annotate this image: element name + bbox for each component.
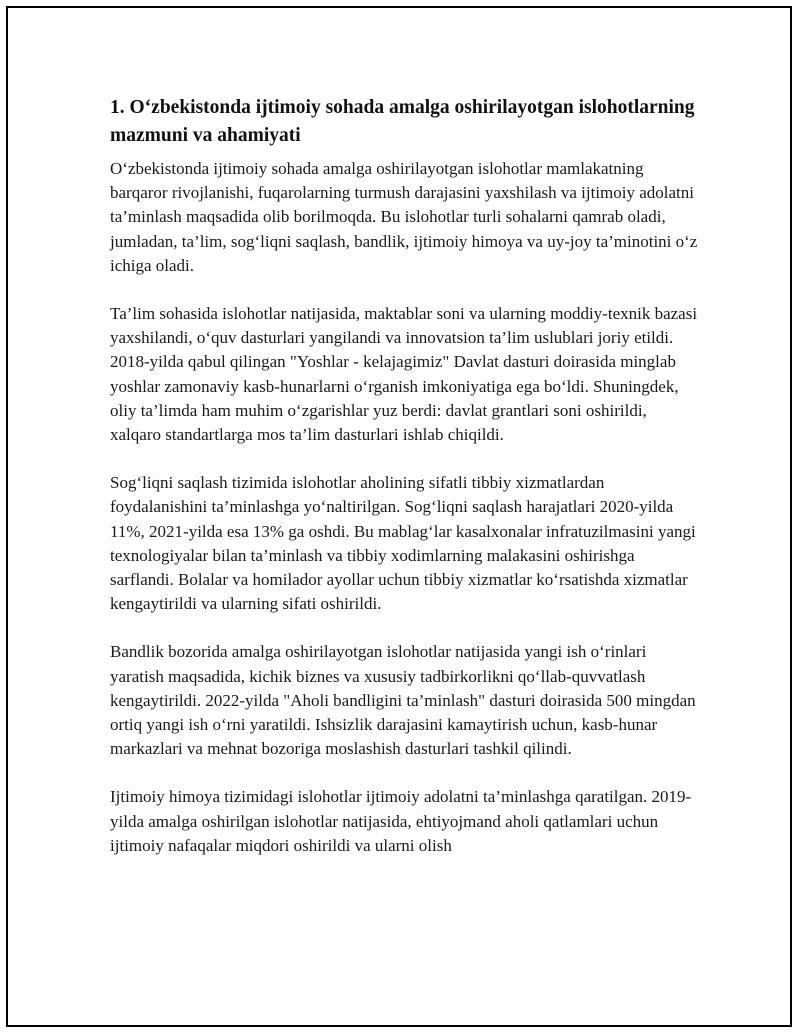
- paragraph-healthcare: Sog‘liqni saqlash tizimida islohotlar aholining sifatli tibbiy xizmatlardan foydalanishini ta’minlashga yo‘naltirilgan. Sog‘liqni saqlash harajatlari 2020-yilda 11%, 2021-yilda esa 13% ga oshdi. Bu mablag‘lar kasalxonalar infratuzilmasini yangi texnologiyalar bilan ta’minlash va tibbiy xodimlarning malakasini oshirishga sarflandi. Bolalar va homilador ayollar uchun tibbiy xizmatlar ko‘rsatishda xizmatlar kengaytirildi va ularning sifati oshirildi.: [110, 473, 696, 614]
- paragraph-social-protection: Ijtimoiy himoya tizimidagi islohotlar ijtimoiy adolatni ta’minlashga qaratilgan. 2019-yilda amalga oshirilgan islohotlar natijasida, ehtiyojmand aholi qatlamlari uchun ijtimoiy nafaqalar miqdori oshirildi va ularni olish: [110, 787, 692, 855]
- section-heading: 1. O‘zbekistonda ijtimoiy sohada amalga oshirilayotgan islohotlarning mazmuni va ahamiyati: [110, 97, 695, 146]
- document-body: [110, 94, 700, 882]
- paragraph-intro: O‘zbekistonda ijtimoiy sohada amalga oshirilayotgan islohotlar mamlakatning barqaror rivojlanishi, fuqarolarning turmush darajasini yaxshilash va ijtimoiy adolatni ta’minlash maqsadida olib borilmoqda. Bu islohotlar turli sohalarni qamrab oladi, jumladan, ta’lim, sog‘liqni saqlash, bandlik, ijtimoiy himoya va uy-joy ta’minotini o‘z ichiga oladi.: [110, 159, 698, 275]
- paragraph-education: Ta’lim sohasida islohotlar natijasida, maktablar soni va ularning moddiy-texnik bazasi yaxshilandi, o‘quv dasturlari yangilandi va innovatsion ta’lim uslublari joriy etildi. 2018-yilda qabul qilingan "Yoshlar - kelajagimiz" Davlat dasturi doirasida minglab yoshlar zamonaviy kasb-hunarlarni o‘rganish imkoniyatiga ega bo‘ldi. Shuningdek, oliy ta’limda ham muhim o‘zgarishlar yuz berdi: davlat grantlari soni oshirildi, xalqaro standartlarga mos ta’lim dasturlari ishlab chiqildi.: [110, 304, 698, 445]
- paragraph-employment: Bandlik bozorida amalga oshirilayotgan islohotlar natijasida yangi ish o‘rinlari yaratish maqsadida, kichik biznes va xususiy tadbirkorlikni qo‘llab-quvvatlash kengaytirildi. 2022-yilda "Aholi bandligini ta’minlash" dasturi doirasida 500 mingdan ortiq yangi ish o‘rni yaratildi. Ishsizlik darajasini kamaytirish uchun, kasb-hunar markazlari va mehnat bozoriga moslashish dasturlari tashkil qilindi.: [110, 642, 696, 759]
